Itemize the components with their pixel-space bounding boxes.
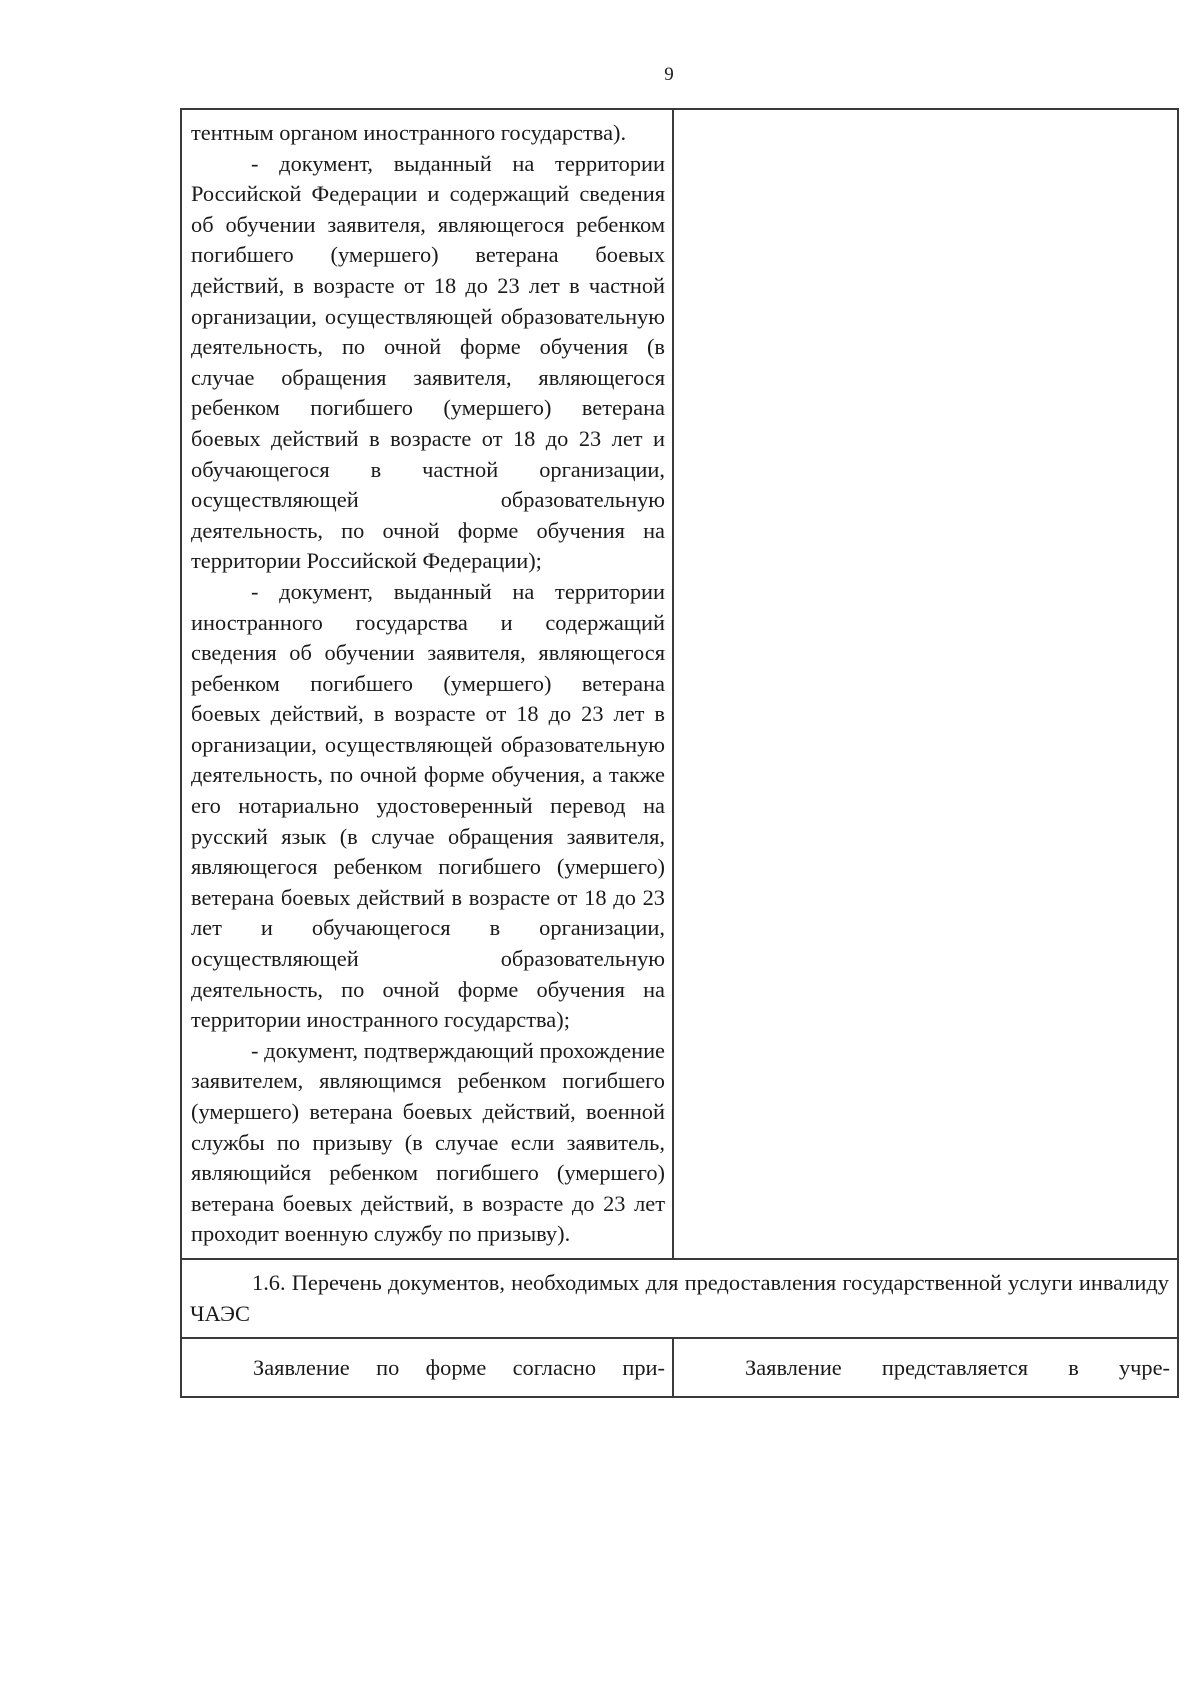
continuation-paragraph: тентным органом иностранного государства). bbox=[191, 120, 627, 145]
application-submission-text: Заявление представляется в учре- bbox=[745, 1355, 1170, 1381]
section-heading: 1.6. Перечень документов, необходимых для предоставления государственной услуги инвалиду ЧАЭС bbox=[190, 1269, 1169, 1326]
document-table bbox=[180, 108, 1179, 1398]
section-heading-cell bbox=[181, 1259, 1178, 1338]
table-row-section bbox=[181, 1259, 1178, 1338]
document-list-item: - документ, выданный на территории Российской Федерации и содержащий сведения об обучении заявителя, являющегося ребенком погибшего (умершего) ветерана боевых действий, в возрасте от 18 до 23 лет в частной организации, осуществляющей образовательную деятельность, по очной форме обучения (в случае обращения заявителя, являющегося ребенком погибшего (умершего) ветерана боевых действий в возрасте от 18 до 23 лет и обучающегося в частной организации, осуществляющей образовательную деятельность, по очной форме обучения на территории Российской Федерации); bbox=[191, 150, 665, 574]
document-list-item: - документ, выданный на территории иностранного государства и содержащий сведения об обучении заявителя, являющегося ребенком погибшего (умершего) ветерана боевых действий, в возрасте от 18 до 23 лет в организации, осуществляющей образовательную деятельность, по очной форме обучения, а также его нотариально удостоверенный перевод на русский язык (в случае обращения заявителя, являющегося ребенком погибшего (умершего) ветерана боевых действий в возрасте от 18 до 23 лет и обучающегося в организации, осуществляющей образовательную деятельность, по очной форме обучения на территории иностранного государства); bbox=[191, 578, 665, 1033]
page-number: 9 bbox=[664, 64, 674, 85]
table-cell-application-form bbox=[181, 1338, 673, 1397]
table-cell-empty bbox=[673, 109, 1178, 1259]
empty-cell-text bbox=[674, 110, 1177, 126]
table-cell-application-submission bbox=[673, 1338, 1178, 1397]
document-list-item: - документ, подтверждающий прохождение заявителем, являющимся ребенком погибшего (умершего) ветерана боевых действий, военной службы по призыву (в случае если заявитель, являющийся ребенком погибшего (умершего) ветерана боевых действий, в возрасте до 23 лет проходит военную службу по призыву). bbox=[191, 1037, 665, 1247]
application-form-text: Заявление по форме согласно при- bbox=[253, 1355, 665, 1381]
table-cell-documents bbox=[181, 109, 673, 1259]
table-row bbox=[181, 1338, 1178, 1397]
table-row bbox=[181, 109, 1178, 1259]
